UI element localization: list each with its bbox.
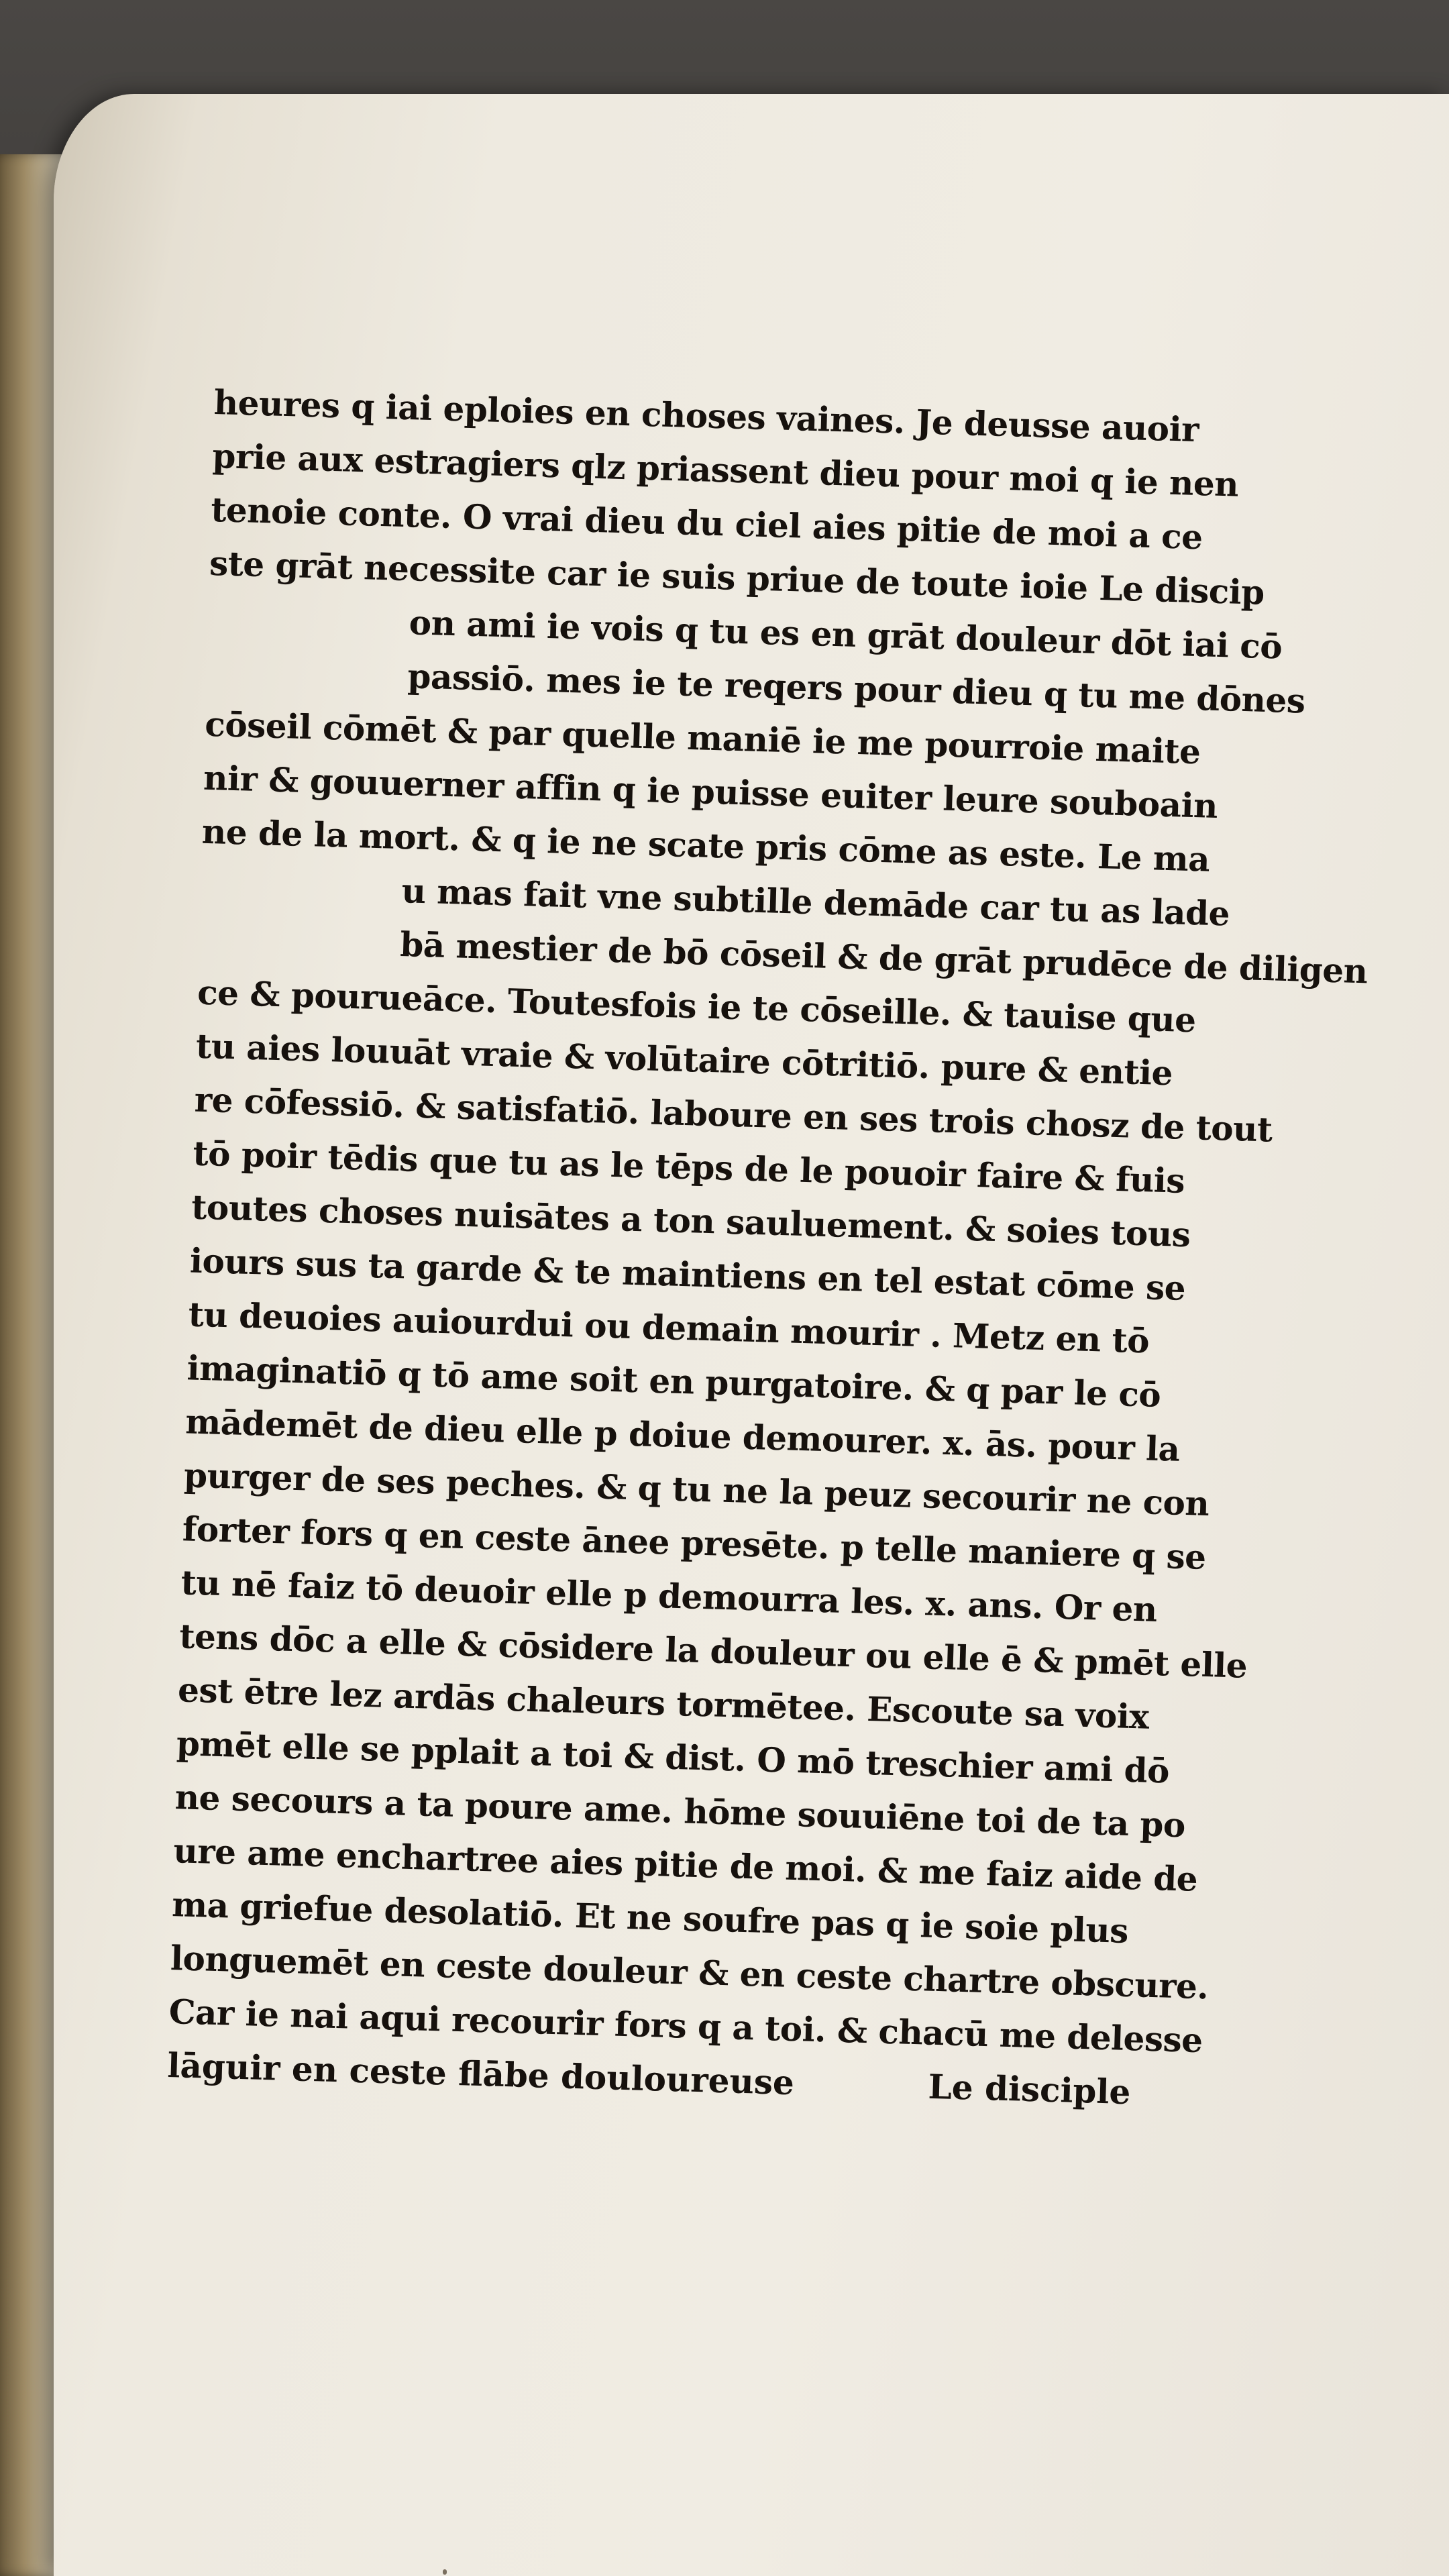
text-line: nir & gouuerner affin q ie puisse euiter leure souboain: [203, 757, 1218, 826]
page-mark: [443, 2569, 447, 2575]
text-line: iours sus ta garde & te maintiens en tel estat cōme se: [189, 1240, 1186, 1308]
text-line: heures q iai eploies en choses vaines. Je deusse auoir: [213, 382, 1199, 449]
text-line: purger de ses peches. & q tu ne la peuz secourir ne con: [183, 1455, 1210, 1524]
text-line: tu aies louuāt vraie & volūtaire cōtritiō. pure & entie: [195, 1026, 1173, 1093]
text-line: ne de la mort. & q ie ne scate pris cōme as este. Le ma: [201, 811, 1210, 879]
text-line: pmēt elle se pplait a toi & dist. O mō treschier ami dō: [176, 1723, 1170, 1791]
closing-heading: Le disciple: [927, 2066, 1132, 2112]
text-line: longuemēt en ceste douleur & en ceste chartre obscure.: [170, 1938, 1210, 2007]
text-line: prie aux estragiers qlz priassent dieu pour moi q ie nen: [211, 435, 1239, 504]
text-line: cōseil cōmēt & par quelle maniē ie me pourroie maite: [204, 704, 1201, 772]
book-page: [54, 94, 1449, 2576]
text-line: ne secours a ta poure ame. hōme souuiēne toi de ta po: [174, 1777, 1186, 1845]
text-line: ce & pourueāce. Toutesfois ie te cōseille. & tauise que: [197, 972, 1197, 1040]
text-line: passiō. mes ie te reqers pour dieu q tu me dōnes: [407, 656, 1306, 721]
text-line: tenoie conte. O vrai dieu du ciel aies pitie de moi a ce: [210, 489, 1203, 557]
text-line: on ami ie vois q tu es en grāt douleur dōt iai cō: [409, 602, 1283, 667]
text-line: ure ame enchartree aies pitie de moi. & me faiz aide de: [172, 1831, 1198, 1899]
text-line: Car ie nai aqui recourir fors q a toi. & chacū me delesse: [168, 1992, 1203, 2061]
text-line: tu deuoies auiourdui ou demain mourir . Metz en tō: [188, 1294, 1150, 1361]
text-line: toutes choses nuisātes a ton sauluement. & soies tous: [191, 1187, 1191, 1255]
text-line: u mas fait vne subtille demāde car tu as lade: [400, 871, 1230, 934]
text-line: ma griefue desolatiō. Et ne soufre pas q ie soie plus: [171, 1884, 1129, 1951]
text-line: tu nē faiz tō deuoir elle p demourra les. x. ans. Or en: [180, 1562, 1158, 1629]
text-line: lāguir en ceste flābe douloureuse: [166, 2045, 795, 2103]
text-line: forter fors q en ceste ānee presēte. p telle maniere q se: [182, 1509, 1207, 1577]
text-line: est ētre lez ardās chaleurs tormētee. Escoute sa voix: [177, 1670, 1150, 1737]
text-line: mādemēt de dieu elle p doiue demourer. x. ās. pour la: [184, 1401, 1181, 1469]
text-line: tō poir tēdis que tu as le tēps de le pouoir faire & fuis: [192, 1133, 1185, 1201]
text-line: tens dōc a elle & cōsidere la douleur ou elle ē & pmēt elle: [178, 1616, 1248, 1686]
text-line: ste grāt necessite car ie suis priue de toute ioie Le discip: [209, 543, 1265, 612]
text-line: re cōfessiō. & satisfatiō. laboure en ses trois chosz de tout: [194, 1079, 1273, 1150]
text-line: bā mestier de bō cōseil & de grāt prudēce de diligen: [399, 924, 1368, 991]
text-line: imaginatiō q tō ame soit en purgatoire. & q par le cō: [186, 1348, 1162, 1415]
text-block: [162, 376, 1368, 2286]
